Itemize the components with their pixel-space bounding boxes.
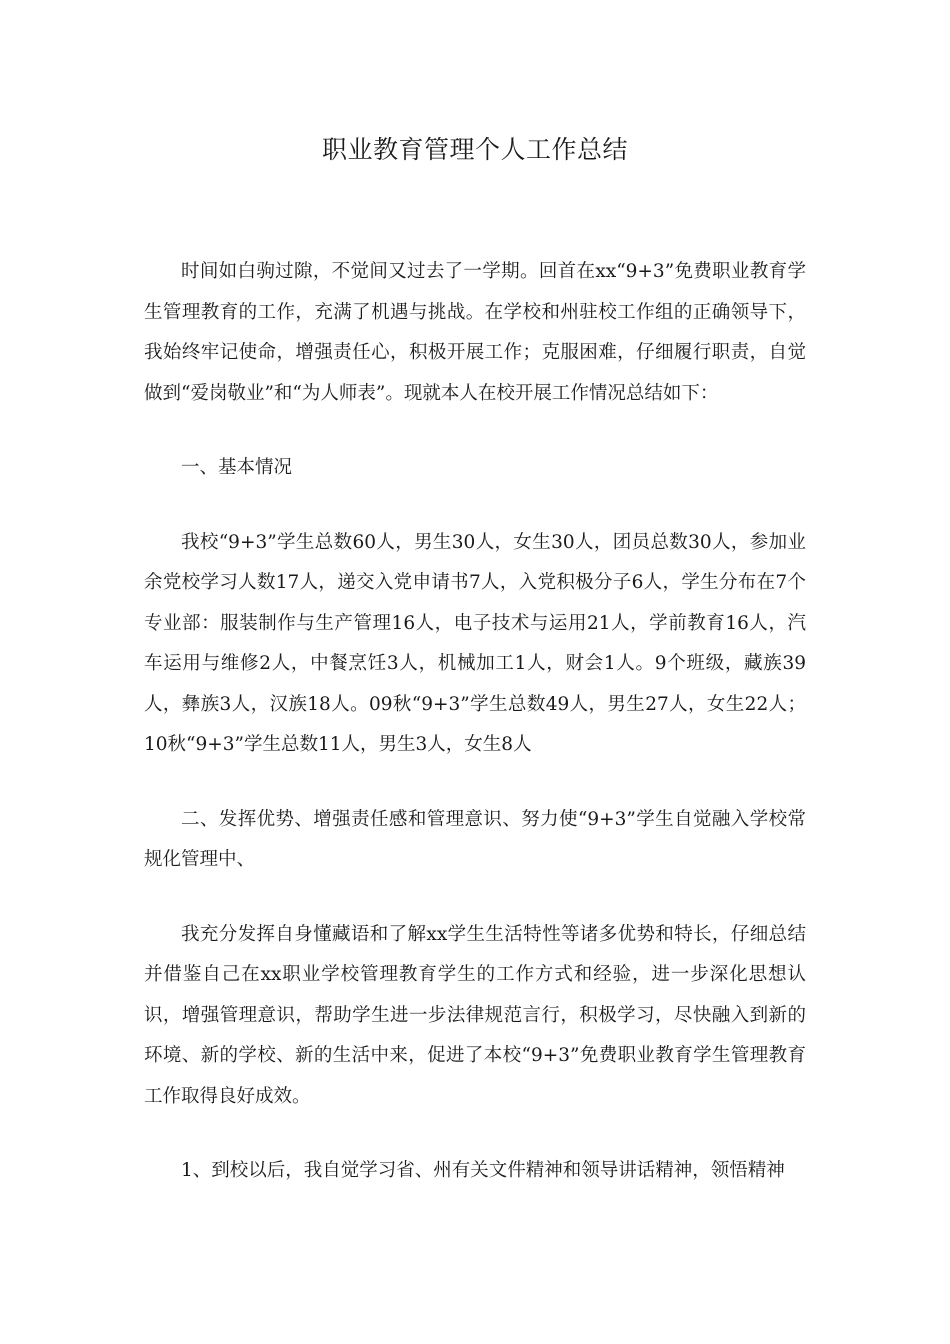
- statistics-paragraph: 我校“9+3”学生总数60人，男生30人，女生30人，团员总数30人，参加业余党校学习人数17人，递交入党申请书7人，入党积极分子6人，学生分布在7个专业部：服装制作与生产管理16人，电子技术与运用21人，学前教育16人，汽车运用与维修2人，中餐烹饪3人，机械加工1人，财会1人。9个班级，藏族39人，彝族3人，汉族18人。09秋“9+3”学生总数49人，男生27人，女生22人；10秋“9+3”学生总数11人，男生3人，女生8人: [144, 531, 806, 755]
- document-title: 职业教育管理个人工作总结: [321, 135, 628, 164]
- intro-paragraph: 时间如白驹过隙，不觉间又过去了一学期。回首在xx“9+3”免费职业教育学生管理教育的工作，充满了机遇与挑战。在学校和州驻校工作组的正确领导下，我始终牢记使命，增强责任心，积极开展工作；克服困难，仔细履行职责，自觉做到“爱岗敬业”和“为人师表”。现就本人在校开展工作情况总结如下：: [144, 261, 806, 404]
- advantages-paragraph: 我充分发挥自身懂藏语和了解xx学生生活特性等诸多优势和特长，仔细总结并借鉴自己在xx职业学校管理教育学生的工作方式和经验，进一步深化思想认识，增强管理意识，帮助学生进一步法律规范言行，积极学习，尽快融入到新的环境、新的学校、新的生活中来，促进了本校“9+3”免费职业教育学生管理教育工作取得良好成效。: [144, 923, 806, 1107]
- section-heading-advantages: 二、发挥优势、增强责任感和管理意识、努力使“9+3”学生自觉融入学校常规化管理中、: [144, 808, 806, 870]
- section-heading-basic-situation: 一、基本情况: [181, 457, 293, 478]
- item-1-paragraph: 1、到校以后，我自觉学习省、州有关文件精神和领导讲话精神，领悟精神: [181, 1160, 785, 1181]
- document-body: [144, 252, 806, 1192]
